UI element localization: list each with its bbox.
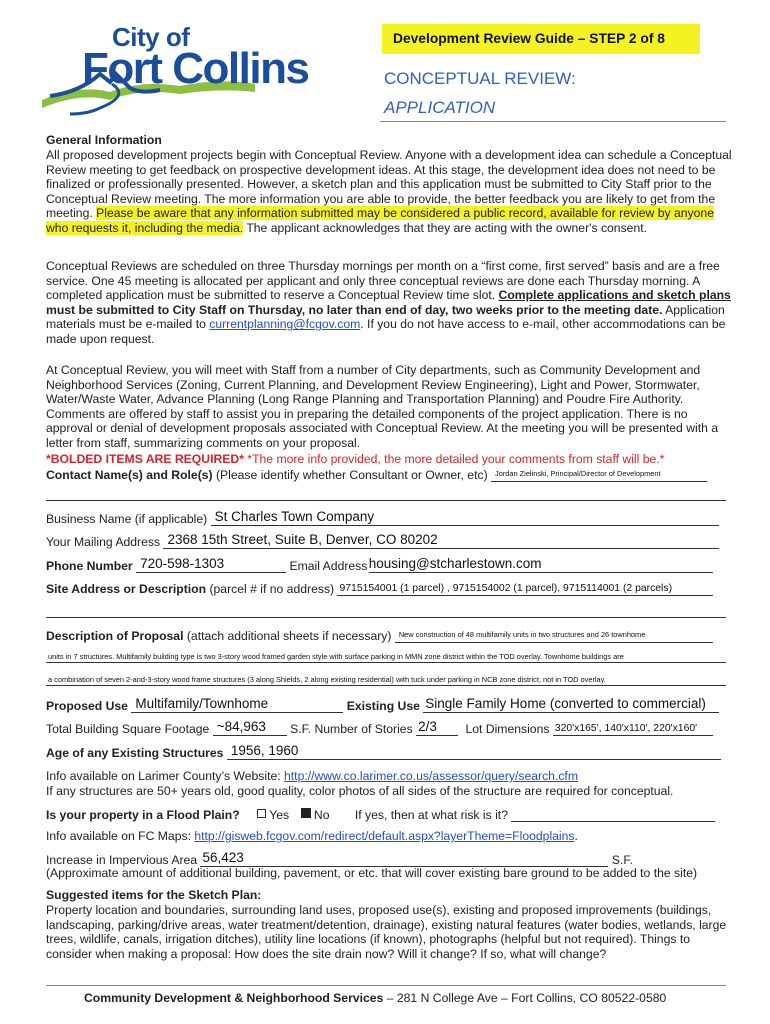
email-label: Email Address [289, 559, 368, 573]
mailing-value: 2368 15th Street, Suite B, Denver, CO 80202 [167, 532, 438, 547]
description-line-2[interactable] [46, 662, 726, 663]
contact-label: Contact Name(s) and Role(s) [46, 468, 213, 482]
photos-row [46, 784, 673, 802]
footer-divider [46, 985, 726, 986]
flood-risk-field[interactable] [511, 806, 715, 822]
impervious-value: 56,423 [202, 850, 244, 865]
site-hint: (parcel # if no address) [206, 582, 335, 596]
existing-use-field[interactable] [423, 697, 719, 713]
general-p1-consent: The applicant acknowledges that they are acting with the owner's consent. [243, 220, 648, 235]
age-label: Age of any Existing Structures [46, 746, 224, 760]
header-divider [380, 121, 726, 122]
larimer-link[interactable]: http://www.co.larimer.co.us/assessor/query/search.cfm [284, 769, 578, 783]
description-hint: (attach additional sheets if necessary) [183, 629, 392, 643]
required-bold: *BOLDED ITEMS ARE REQUIRED* [46, 452, 244, 466]
stories-label: S.F. Number of Stories [290, 722, 413, 736]
sketch-heading: Suggested items for the Sketch Plan: [46, 888, 262, 902]
photos-text: If any structures are 50+ years old, good quality, color photos of all sides of the structure are required for conceptual. [46, 784, 674, 798]
contact-hint: (Please identify whether Consultant or Owner, etc) [212, 468, 488, 482]
description-label: Description of Proposal [46, 629, 184, 643]
larimer-text: Info available on Larimer County’s Website: [46, 769, 285, 783]
description-value-3: a combination of seven 2-and-3-story wood frame structures (3 along Shields, 2 along existing residential) with tuck under parking in NCB zone district, not in TOD overlay. [48, 675, 606, 684]
site-field[interactable] [337, 580, 713, 596]
lot-field[interactable] [553, 720, 713, 736]
general-p3-text: At Conceptual Review, you will meet with Staff from a number of City departments, such as Community Development and Neighborhood Services (Zoning, Current Planning, and Development Review Engineering), Light and Power, Stormwater, Water/Waste Water, Advance Planning (Long Range Planning and Transportation Planning) and Poudre Fire Authority. Comments are offered by staff to assist you in preparing the detailed components of the project application. There is no approval or denial of development proposals associated with Conceptual Review. At the meeting you will be presented with a letter from staff, summarizing comments on your proposal. [46, 363, 719, 450]
flood-no-checkbox[interactable] [301, 808, 311, 818]
general-paragraph-1 [46, 148, 736, 236]
age-field[interactable] [227, 744, 721, 760]
general-p2-accommodations: . If you do not have access to e-mail, other accommodations can be made upon request. [46, 317, 726, 346]
description-line-3[interactable] [46, 685, 726, 686]
impervious-field[interactable] [200, 851, 608, 867]
proposed-use-value: Multifamily/Townhome [135, 696, 269, 711]
fcmaps-row: Info available on FC Maps: http://gisweb.fcgov.com/redirect/default.aspx?layerTheme=Floodplains. [46, 829, 578, 843]
existing-use-label: Existing Use [346, 699, 420, 713]
use-row [46, 697, 719, 715]
city-logo [40, 22, 310, 122]
stories-value: 2/3 [418, 719, 437, 734]
flood-yes-checkbox[interactable] [257, 809, 266, 818]
contact-row [46, 466, 707, 484]
footer-org: Community Development & Neighborhood Services [84, 991, 384, 1005]
business-row [46, 510, 719, 528]
flood-row [46, 806, 715, 824]
sqft-row [46, 720, 713, 738]
description-row [46, 627, 713, 645]
business-label: Business Name (if applicable) [46, 512, 208, 526]
mailing-label: Your Mailing Address [46, 535, 161, 549]
logo-city-of: City of [112, 22, 190, 52]
impervious-unit: S.F. [611, 853, 633, 867]
flood-no-label: No [313, 808, 330, 822]
general-paragraph-3 [46, 363, 736, 451]
site-label: Site Address or Description [46, 582, 207, 596]
business-field[interactable] [211, 510, 719, 526]
contact-extra-line[interactable] [46, 500, 726, 501]
impervious-label: Increase in Impervious Area [46, 853, 198, 867]
public-record-notice: Please be aware that any information submitted may be considered a public record, available for review by anyone who requests it, including the media. [46, 206, 714, 235]
step-banner-text: Development Review Guide – STEP 2 of 8 [393, 31, 665, 46]
fcmaps-link[interactable]: http://gisweb.fcgov.com/redirect/default.aspx?layerTheme=Floodplains [194, 829, 575, 843]
general-p2-complete: Complete applications and sketch plans [498, 288, 731, 303]
mailing-field[interactable] [163, 533, 719, 549]
phone-label: Phone Number [46, 559, 133, 573]
contact-value: Jordan Zielinski, Principal/Director of Development [495, 469, 661, 478]
sketch-body: Property location and boundaries, surrounding land uses, proposed use(s), existing and proposed improvements (buildings, landscaping, parking/drive areas, water treatment/detention, drainage), existing natural features (water bodies, wetlands, large trees, wildlife, canals, irrigation ditches), utility line locations (if known), photographs (helpful but not required). Things to consider when making a proposal: How does the site drain now? Will it change? If so, what will change? [46, 903, 727, 961]
flood-yes-label: Yes [269, 808, 290, 822]
lot-label: Lot Dimensions [465, 722, 550, 736]
description-value-1: New construction of 48 multifamily units in two structures and 26 townhome [398, 630, 646, 639]
impervious-note: (Approximate amount of additional building, pavement, or etc. that will cover existing bare ground to be added to the site) [46, 866, 698, 880]
stories-field[interactable] [416, 720, 458, 736]
general-heading: General Information [46, 133, 162, 147]
mailing-row [46, 533, 719, 551]
proposed-use-field[interactable] [131, 697, 343, 713]
flood-risk-label: If yes, then at what risk is it? [354, 808, 508, 822]
sqft-value: ~84,963 [216, 719, 266, 734]
site-extra-line[interactable] [46, 617, 726, 618]
page-title: CONCEPTUAL REVIEW: [384, 69, 576, 88]
email-value: housing@stcharlestown.com [368, 556, 542, 571]
general-p1-text: All proposed development projects begin with Conceptual Review. Anyone with a development idea can schedule a Conceptual Review meeting to get feedback on prospective development ideas. At this stage, the development idea does not need to be finalized or professionally presented. However, a sketch plan and this application must be submitted to City Staff prior to the Conceptual Review meeting. The more information you are able to provide, the better feedback you are likely to get from the meeting. [46, 148, 732, 221]
proposed-use-label: Proposed Use [46, 699, 128, 713]
fcmaps-text: Info available on FC Maps: [46, 829, 195, 843]
required-more-info: *The more info provided, the more detailed your comments from staff will be.* [243, 452, 665, 466]
phone-field[interactable] [136, 557, 286, 573]
description-field[interactable] [395, 627, 713, 643]
page-subtitle: APPLICATION [384, 98, 496, 117]
email-link[interactable]: currentplanning@fcgov.com [209, 317, 361, 332]
general-p2-text: Conceptual Reviews are scheduled on three Thursday mornings per month on a “first come, first served” basis and are a free service. One 45 meeting is allocated per applicant and only three conceptual reviews are done each Thursday morning. A completed application must be submitted to reserve a Conceptual Review time slot. [46, 259, 720, 303]
sketch-text [46, 903, 736, 961]
logo-fort-collins: Fort Collins [82, 44, 309, 93]
phone-value: 720-598-1303 [140, 556, 225, 571]
contact-field[interactable] [491, 466, 707, 482]
flood-label: Is your property in a Flood Plain? [46, 808, 240, 822]
business-value: St Charles Town Company [214, 509, 375, 524]
lot-value: 320'x165', 140'x110', 220'x160' [554, 723, 698, 734]
general-p2-email-text: Application materials must be e-mailed to [46, 302, 725, 332]
general-paragraph-2 [46, 259, 736, 347]
site-value: 9715154001 (1 parcel) , 9715154002 (1 parcel), 9715114001 (2 parcels) [339, 583, 673, 594]
footer-address: – 281 N College Ave – Fort Collins, CO 80522-0580 [383, 991, 667, 1005]
site-row [46, 580, 713, 598]
age-row [46, 744, 721, 762]
sqft-label: Total Building Square Footage [46, 722, 210, 736]
description-value-2: units in 7 structures. Multifamily building type is two 3-story wood framed garden style with surface parking in MMN zone district within the TOD overlay. Townhome buildings are [48, 652, 624, 661]
general-p2-deadline: must be submitted to City Staff on Thursday, no later than end of day, two weeks prior to the meeting date. [46, 302, 663, 317]
age-value: 1956, 1960 [230, 743, 299, 758]
email-field[interactable] [369, 557, 713, 573]
sqft-field[interactable] [213, 720, 287, 736]
required-notice [46, 452, 664, 466]
phone-email-row [46, 557, 713, 575]
impervious-note-row [46, 866, 697, 884]
footer [84, 991, 666, 1005]
existing-use-value: Single Family Home (converted to commercial) [425, 696, 706, 711]
